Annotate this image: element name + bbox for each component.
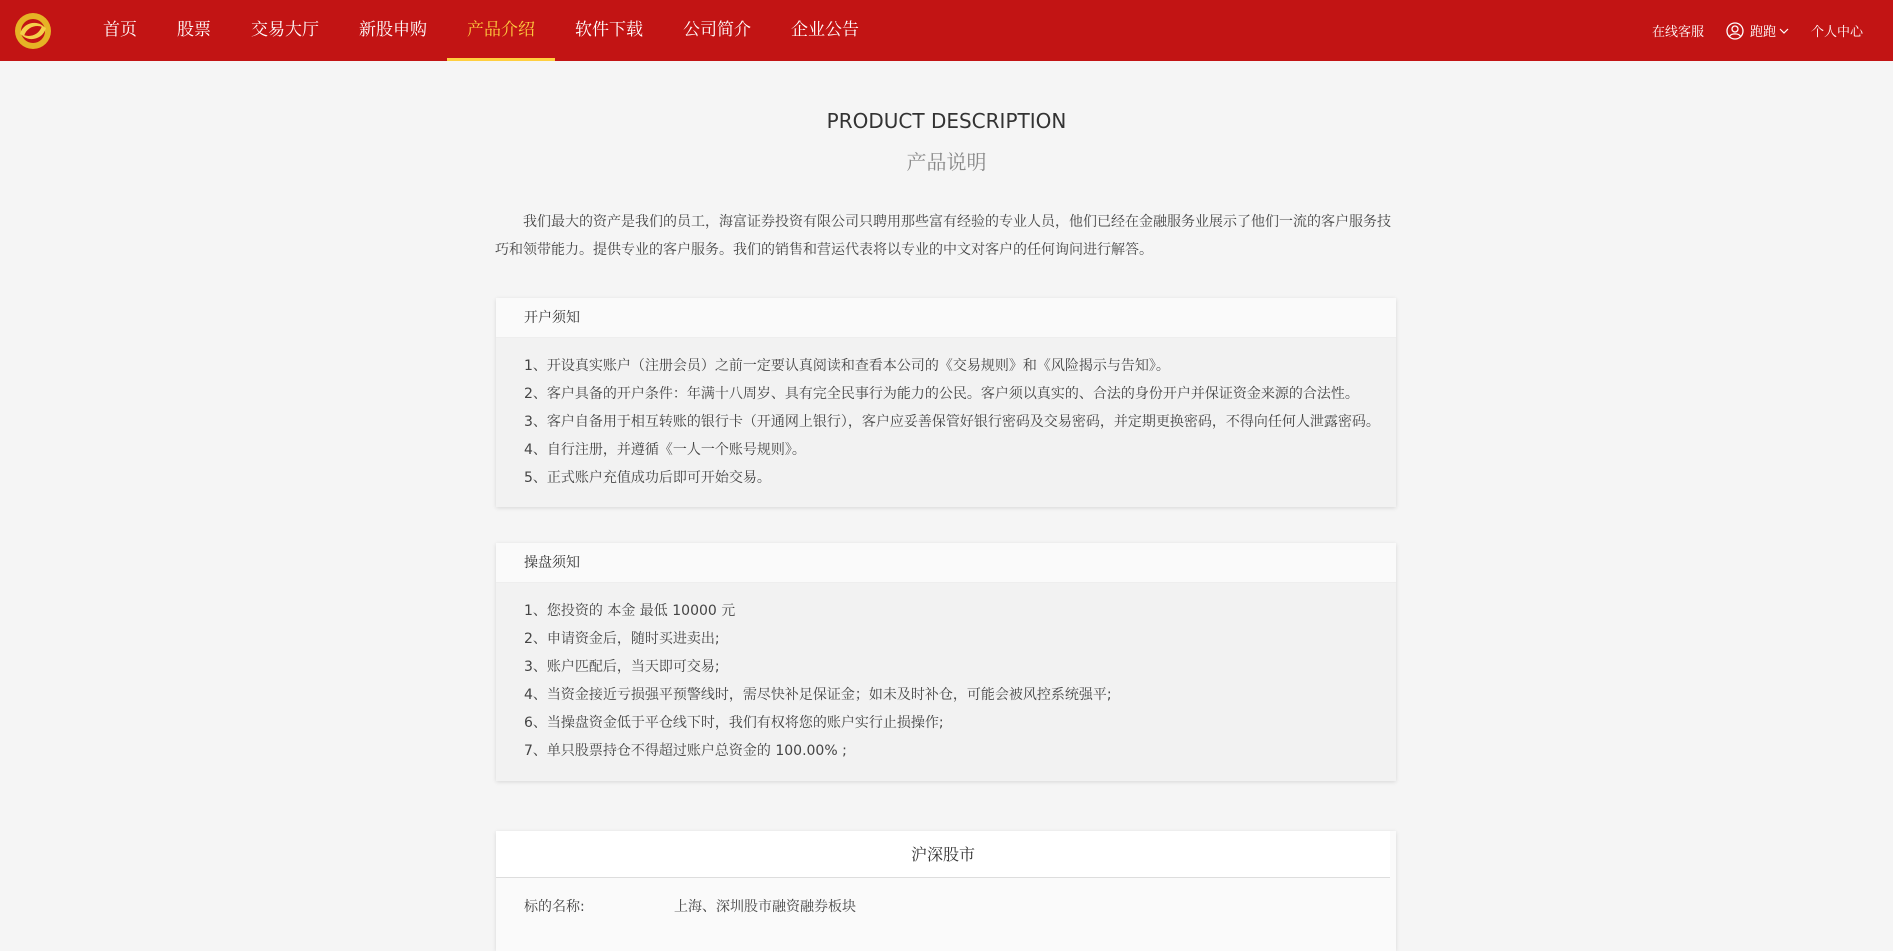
market-field-row xyxy=(496,878,1396,934)
user-icon xyxy=(1726,22,1744,40)
list-item: 2、客户具备的开户条件：年满十八周岁、具有完全民事行为能力的公民。客户须以真实的、合法的身份开户并保证资金来源的合法性。 xyxy=(524,386,1359,402)
list-item: 6、当操盘资金低于平仓线下时，我们有权将您的账户实行止损操作; xyxy=(524,715,944,731)
main-nav xyxy=(83,0,879,61)
field-label: 标的名称: xyxy=(524,899,585,915)
card-body xyxy=(496,583,1396,779)
list-item: 4、自行注册，并遵循《一人一个账号规则》。 xyxy=(524,442,806,458)
market-title: 沪深股市 xyxy=(496,831,1390,878)
online-service-link[interactable]: 在线客服 xyxy=(1651,25,1704,40)
list-item: 5、正式账户充值成功后即可开始交易。 xyxy=(524,470,771,486)
list-item: 3、客户自备用于相互转账的银行卡（开通网上银行），客户应妥善保管好银行密码及交易密码，并定期更换密码，不得向任何人泄露密码。 xyxy=(524,414,1380,430)
nav-item-announcements[interactable]: 企业公告 xyxy=(791,20,859,40)
company-logo[interactable] xyxy=(10,12,56,50)
list-item: 1、您投资的 本金 最低 10000 元 xyxy=(524,603,736,619)
user-center-link[interactable]: 个人中心 xyxy=(1810,25,1863,40)
field-value: 上海、深圳股市融资融券板块 xyxy=(674,899,856,915)
list-item: 2、申请资金后，随时买进卖出; xyxy=(524,631,720,647)
market-card xyxy=(496,831,1396,951)
nav-item-trading-hall[interactable]: 交易大厅 xyxy=(251,20,319,40)
intro-paragraph: 我们最大的资产是我们的员工，海富证券投资有限公司只聘用那些富有经验的专业人员，他们已经在金融服务业展示了他们一流的客户服务技巧和领带能力。提供专业的客户服务。我们的销售和营运代表将以专业的中文对客户的任何询问进行解答。 xyxy=(495,214,1391,258)
list-item: 7、单只股票持仓不得超过账户总资金的 100.00% ; xyxy=(524,743,847,759)
card-body xyxy=(496,338,1396,506)
trading-notice-card xyxy=(496,543,1396,781)
user-menu[interactable] xyxy=(1726,21,1789,40)
chevron-down-icon xyxy=(1779,27,1789,35)
nav-item-software-download[interactable]: 软件下载 xyxy=(575,20,643,40)
list-item: 3、账户匹配后，当天即可交易; xyxy=(524,659,720,675)
nav-item-stocks[interactable]: 股票 xyxy=(177,20,211,40)
account-notice-card xyxy=(496,298,1396,507)
card-title: 开户须知 xyxy=(496,298,1396,338)
nav-item-company-profile[interactable]: 公司简介 xyxy=(683,20,751,40)
page-title-en: PRODUCT DESCRIPTION xyxy=(826,109,1067,133)
list-item: 1、开设真实账户（注册会员）之前一定要认真阅读和查看本公司的《交易规则》和《风险揭示与告知》。 xyxy=(524,358,1170,374)
nav-item-home[interactable]: 首页 xyxy=(103,20,137,40)
list-item: 4、当资金接近亏损强平预警线时，需尽快补足保证金；如未及时补仓，可能会被风控系统强平; xyxy=(524,687,1112,703)
header-right-links xyxy=(1652,0,1863,61)
username-label: 跑跑 xyxy=(1749,25,1776,40)
top-navigation-bar xyxy=(0,0,1893,61)
nav-item-ipo-subscription[interactable]: 新股申购 xyxy=(359,20,427,40)
nav-item-product-intro[interactable]: 产品介绍 xyxy=(447,0,555,61)
page-title-cn: 产品说明 xyxy=(906,150,987,174)
card-title: 操盘须知 xyxy=(496,543,1396,583)
